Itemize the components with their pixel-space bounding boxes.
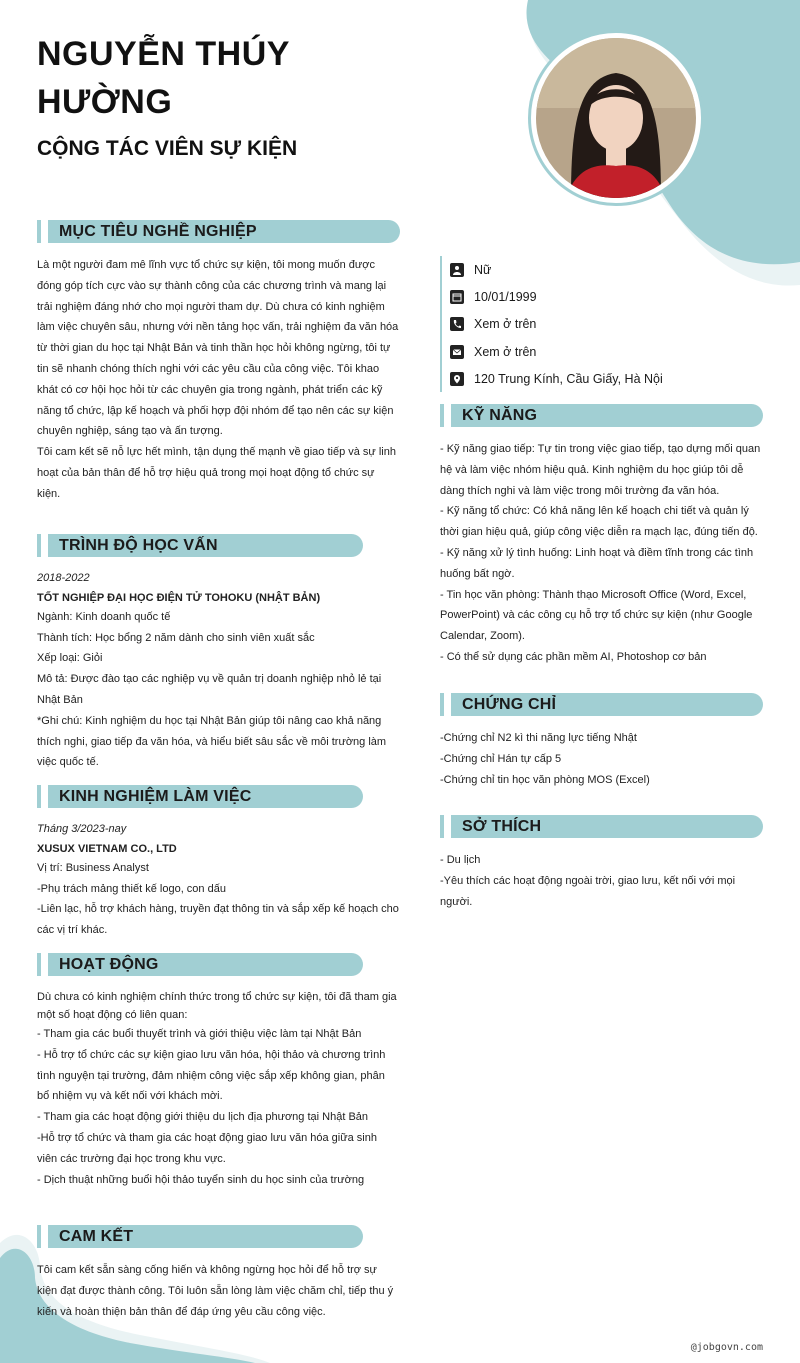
skills-line: - Có thể sử dụng các phần mềm AI, Photoshop cơ bản bbox=[440, 650, 707, 663]
section-heading-commitment bbox=[37, 1225, 363, 1248]
activities-intro-line: một số hoạt động có liên quan: bbox=[37, 1009, 188, 1021]
name-line-1: NGUYỄN THÚY bbox=[37, 35, 290, 73]
experience-line: các vị trí khác. bbox=[37, 924, 108, 937]
hobby-item: người. bbox=[440, 895, 473, 908]
watermark: @jobgovn.com bbox=[690, 1342, 763, 1353]
objective-line: làm việc chuyên sâu, nhưng với nền tảng học vấn, trải nghiệm đa văn hóa bbox=[37, 321, 399, 334]
education-line: *Ghi chú: Kinh nghiệm du học tại Nhật Bản giúp tôi nâng cao khả năng bbox=[37, 714, 382, 727]
education-line: Nhật Bản bbox=[37, 693, 83, 706]
objective-line: Tôi cam kết sẽ nỗ lực hết mình, tận dụng thế mạnh về giao tiếp và sự linh bbox=[37, 446, 396, 459]
activities-intro-line: Dù chưa có kinh nghiệm chính thức trong tổ chức sự kiện, tôi đã tham gia bbox=[37, 991, 397, 1003]
contact-address bbox=[450, 365, 760, 392]
activities-line: -Hỗ trợ tổ chức và tham gia các hoạt động giao lưu văn hóa giữa sinh bbox=[37, 1131, 377, 1144]
commitment-line: Tôi cam kết sẵn sàng cống hiến và không ngừng học hỏi để hỗ trợ sự bbox=[37, 1264, 377, 1276]
objective-line: hoạt của bản thân để hỗ trợ hiệu quả trong mọi hoạt động tổ chức sự bbox=[37, 466, 375, 479]
activities-text bbox=[37, 988, 407, 1190]
experience-line: -Liên lạc, hỗ trợ khách hàng, truyền đạt thông tin và sắp xếp kế hoạch cho bbox=[37, 903, 399, 916]
skills-line: - Kỹ năng tổ chức: Có khả năng lên kế hoạch chi tiết và quản lý bbox=[440, 505, 749, 518]
objective-line: tin sẽ nhanh chóng thích nghi với các yêu cầu của công việc. Tôi khao bbox=[37, 362, 380, 375]
calendar-icon bbox=[450, 290, 464, 304]
education-line: Thành tích: Học bổng 2 năm dành cho sinh viên xuất sắc bbox=[37, 631, 315, 644]
education-line: thích nghi, giao tiếp đa văn hóa, và hiểu biết sâu sắc về môi trường làm bbox=[37, 735, 387, 748]
objective-heading: MỤC TIÊU NGHỀ NGHIỆP bbox=[59, 223, 257, 240]
education-line: Ngành: Kinh doanh quốc tế bbox=[37, 610, 171, 623]
job-title: CỘNG TÁC VIÊN SỰ KIỆN bbox=[37, 137, 298, 160]
skills-line: thời gian hiệu quả, giúp công việc diễn ra mạch lạc, đúng tiến độ. bbox=[440, 526, 758, 539]
phone-icon bbox=[450, 317, 464, 331]
certificates-text bbox=[440, 728, 770, 790]
skills-line: PowerPoint) và các công cụ hỗ trợ tổ chức sự kiện (như Google bbox=[440, 609, 753, 622]
avatar bbox=[528, 30, 704, 206]
section-heading-education bbox=[37, 534, 363, 557]
hobby-item: - Du lịch bbox=[440, 854, 481, 866]
education-period: 2018-2022 bbox=[37, 572, 90, 584]
gender-value: Nữ bbox=[474, 262, 492, 277]
location-icon bbox=[450, 372, 464, 386]
profile-photo bbox=[536, 38, 696, 198]
education-line: việc quốc tế. bbox=[37, 756, 99, 769]
objective-line: khát có cơ hội học hỏi từ các chuyên gia trong ngành, phát triển các kỹ bbox=[37, 383, 383, 396]
contact-gender bbox=[450, 256, 760, 283]
education-heading: TRÌNH ĐỘ HỌC VẤN bbox=[59, 537, 218, 554]
commitment-line: kiện đạt được thành công. Tôi luôn sẵn lòng làm việc chăm chỉ, tiếp thu ý bbox=[37, 1284, 394, 1297]
candidate-name bbox=[37, 30, 417, 126]
contact-phone bbox=[450, 311, 760, 338]
activities-line: - Tham gia các hoạt động giới thiệu du lịch địa phương tại Nhật Bản bbox=[37, 1111, 369, 1124]
contact-email bbox=[450, 338, 760, 365]
section-heading-objective bbox=[37, 220, 400, 243]
person-icon bbox=[450, 263, 464, 277]
skills-line: Calendar, Zoom). bbox=[440, 630, 525, 643]
skills-line: hệ và làm việc nhóm hiệu quả. Kinh nghiệm du học giúp tôi dễ bbox=[440, 463, 744, 476]
objective-line: trải nghiệm đáng nhớ cho mọi người tham dự. Dù chưa có kinh nghiệm bbox=[37, 300, 385, 313]
activities-line: - Hỗ trợ tổ chức các sự kiện giao lưu văn hóa, hội thảo và chương trình bbox=[37, 1048, 386, 1061]
activities-line: viên các trường đại học trong khu vực. bbox=[37, 1152, 226, 1165]
activities-line: - Dịch thuật những buổi hội thảo tuyển sinh du học sinh của trường bbox=[37, 1173, 365, 1186]
skills-line: - Kỹ năng xử lý tình huống: Linh hoạt và điềm tĩnh trong các tình bbox=[440, 546, 754, 559]
activities-line: - Tham gia các buổi thuyết trình và giới thiệu việc làm tại Nhật Bản bbox=[37, 1028, 362, 1040]
education-text bbox=[37, 568, 400, 773]
objective-line: năng tổ chức, lập kế hoạch và phối hợp đội nhóm để tạo nên các sự kiện bbox=[37, 404, 394, 417]
hobby-item: -Yêu thích các hoạt động ngoài trời, giao lưu, kết nối với mọi bbox=[440, 874, 736, 887]
skills-line: dàng thích nghi và làm việc trong môi trường đa văn hóa. bbox=[440, 484, 720, 497]
activities-line: tình nguyện tại trường, đảm nhiệm công việc sắp xếp không gian, phân bbox=[37, 1069, 385, 1082]
certificate-item: -Chứng chỉ N2 kì thi năng lực tiếng Nhật bbox=[440, 732, 637, 744]
section-heading-certificates bbox=[440, 693, 763, 716]
commitment-line: kiến và hoàn thiện bản thân để đáp ứng yêu cầu công việc. bbox=[37, 1305, 326, 1318]
experience-period: Tháng 3/2023-nay bbox=[37, 823, 127, 835]
name-line-2: HƯỜNG bbox=[37, 83, 173, 121]
certificate-item: -Chứng chỉ tin học văn phòng MOS (Excel) bbox=[440, 773, 650, 786]
commitment-text bbox=[37, 1260, 407, 1322]
experience-line: Vị trí: Business Analyst bbox=[37, 861, 149, 874]
skills-text bbox=[440, 439, 770, 668]
section-heading-hobbies bbox=[440, 815, 763, 838]
objective-line: từ thời gian du học tại Nhật Bản và tinh thần học hỏi không ngừng, tôi tự bbox=[37, 342, 391, 355]
certificate-item: -Chứng chỉ Hán tự cấp 5 bbox=[440, 752, 562, 765]
objective-text bbox=[37, 255, 407, 505]
commitment-heading: CAM KẾT bbox=[59, 1228, 134, 1245]
experience-company: XUSUX VIETNAM CO., LTD bbox=[37, 842, 177, 855]
section-heading-experience bbox=[37, 785, 363, 808]
skills-line: huống bất ngờ. bbox=[440, 567, 515, 580]
birthday-value: 10/01/1999 bbox=[474, 289, 537, 304]
mail-icon bbox=[450, 345, 464, 359]
certificates-heading: CHỨNG CHỈ bbox=[462, 696, 557, 713]
objective-line: kiện. bbox=[37, 487, 61, 500]
phone-value: Xem ở trên bbox=[474, 317, 537, 332]
education-line: Xếp loại: Giỏi bbox=[37, 652, 103, 665]
experience-heading: KINH NGHIỆM LÀM VIỆC bbox=[59, 788, 252, 805]
skills-line: - Tin học văn phòng: Thành thạo Microsoft Office (Word, Excel, bbox=[440, 588, 747, 601]
experience-text bbox=[37, 819, 407, 941]
contact-list bbox=[440, 256, 760, 392]
section-heading-skills bbox=[440, 404, 763, 427]
hobbies-heading: SỞ THÍCH bbox=[462, 818, 542, 835]
skills-heading: KỸ NĂNG bbox=[462, 407, 538, 424]
activities-line: bổ nhiệm vụ và kết nối với khách mời. bbox=[37, 1090, 223, 1103]
hobbies-text bbox=[440, 850, 770, 912]
email-value: Xem ở trên bbox=[474, 344, 537, 359]
skills-line: - Kỹ năng giao tiếp: Tự tin trong việc giao tiếp, tạo dựng mối quan bbox=[440, 443, 761, 455]
experience-line: -Phụ trách mảng thiết kế logo, con dấu bbox=[37, 882, 226, 895]
activities-heading: HOẠT ĐỘNG bbox=[59, 956, 159, 973]
contact-birthday bbox=[450, 283, 760, 310]
objective-line: đóng góp tích cực vào sự thành công của các chương trình và mang lại bbox=[37, 279, 387, 292]
objective-line: chuyên nghiệp, sáng tạo và ấn tượng. bbox=[37, 425, 223, 438]
section-heading-activities bbox=[37, 953, 363, 976]
address-value: 120 Trung Kính, Cầu Giấy, Hà Nội bbox=[474, 371, 663, 386]
objective-line: Là một người đam mê lĩnh vực tổ chức sự kiện, tôi mong muốn được bbox=[37, 259, 375, 271]
education-line: Mô tả: Được đào tạo các nghiệp vụ về quản trị doanh nghiệp nhỏ lẻ tại bbox=[37, 673, 382, 686]
education-school: TỐT NGHIỆP ĐẠI HỌC ĐIỆN TỬ TOHOKU (NHẬT BẢN) bbox=[37, 591, 321, 604]
